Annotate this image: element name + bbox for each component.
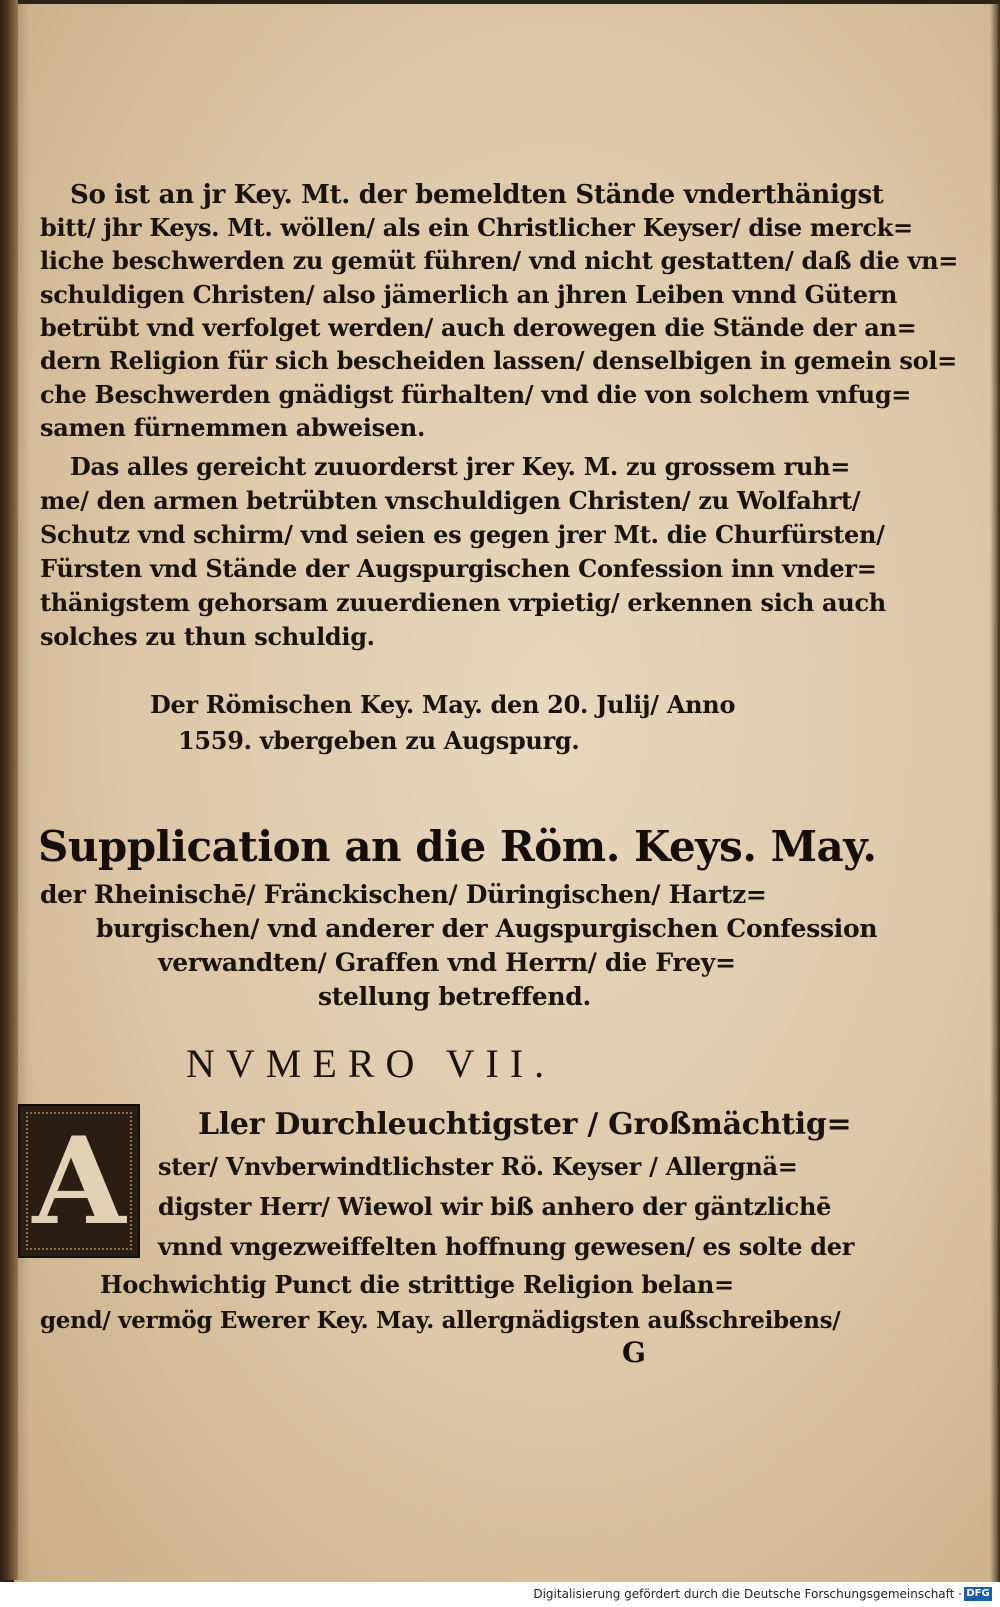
text-line: betrübt vnd verfolget werden/ auch derowegen die Stände der an= [40, 313, 917, 342]
text-line: burgischen/ vnd anderer der Augspurgischen Confession [96, 914, 878, 943]
text-line: Hochwichtig Punct die strittige Religion belan= [100, 1270, 734, 1299]
text-line: der Rheinischē/ Fränckischen/ Düringischen/ Hartz= [40, 880, 767, 909]
text-line: liche beschwerden zu gemüt führen/ vnd nicht gestatten/ daß die vn= [40, 246, 959, 275]
text-line: solches zu thun schuldig. [40, 622, 375, 651]
section-number: NVMERO VII. [186, 1041, 556, 1086]
text-line: digster Herr/ Wiewol wir biß anhero der gäntzlichē [158, 1192, 832, 1221]
paragraph-1 [40, 180, 959, 450]
text-line: schuldigen Christen/ also jämerlich an jhren Leiben vnnd Gütern [40, 280, 898, 309]
text-line: samen fürnemmen abweisen. [40, 413, 425, 442]
paragraph-2 [40, 452, 886, 652]
text-line: dern Religion für sich bescheiden lassen/ denselbigen in gemein sol= [40, 346, 957, 375]
footer-bar [0, 1582, 1000, 1607]
paragraph-3 [40, 1107, 855, 1340]
text-line: thänigstem gehorsam zuuerdienen vrpietig/ erkennen sich auch [40, 588, 886, 617]
footer-credit: Digitalisierung gefördert durch die Deutsche Forschungsgemeinschaft · [533, 1587, 962, 1601]
text-line: gend/ vermög Ewerer Key. May. allergnädigsten außschreibens/ [40, 1307, 841, 1334]
section-subtitle [40, 880, 878, 1020]
text-line: Das alles gereicht zuuorderst jrer Key. M. zu grossem ruh= [70, 452, 851, 481]
binding-shadow [0, 0, 30, 1580]
dateline [150, 690, 740, 760]
text-line: me/ den armen betrübten vnschuldigen Christen/ zu Wolfahrt/ [40, 486, 861, 515]
dfg-logo: DFG [964, 1587, 992, 1601]
catchword: G [622, 1336, 646, 1369]
text-line: So ist an jr Key. Mt. der bemeldten Stände vnderthänigst [70, 180, 884, 210]
initial-letter: A [32, 1110, 126, 1252]
section-title: Supplication an die Röm. Keys. May. [38, 822, 877, 871]
text-line: ster/ Vnvberwindtlichster Rö. Keyser / Allergnä= [158, 1152, 798, 1181]
text-line: Der Römischen Key. May. den 20. Julij/ Anno [150, 690, 736, 719]
text-line: Schutz vnd schirm/ vnd seien es gegen jrer Mt. die Churfürsten/ [40, 520, 885, 549]
text-line: vnnd vngezweiffelten hoffnung gewesen/ es solte der [158, 1232, 855, 1261]
text-line: 1559. vbergeben zu Augspurg. [178, 726, 580, 755]
text-line: che Beschwerden gnädigst fürhalten/ vnd die von solchem vnfug= [40, 380, 912, 409]
text-line: Ller Durchleuchtigster / Großmächtig= [198, 1107, 852, 1142]
page-edge [990, 4, 1000, 1582]
text-line: stellung betreffend. [318, 982, 591, 1011]
text-line: verwandten/ Graffen vnd Herrn/ die Frey= [158, 948, 736, 977]
text-line: bitt/ jhr Keys. Mt. wöllen/ als ein Christlicher Keyser/ dise merck= [40, 213, 913, 242]
text-line: Fürsten vnd Stände der Augspurgischen Confession inn vnder= [40, 554, 877, 583]
